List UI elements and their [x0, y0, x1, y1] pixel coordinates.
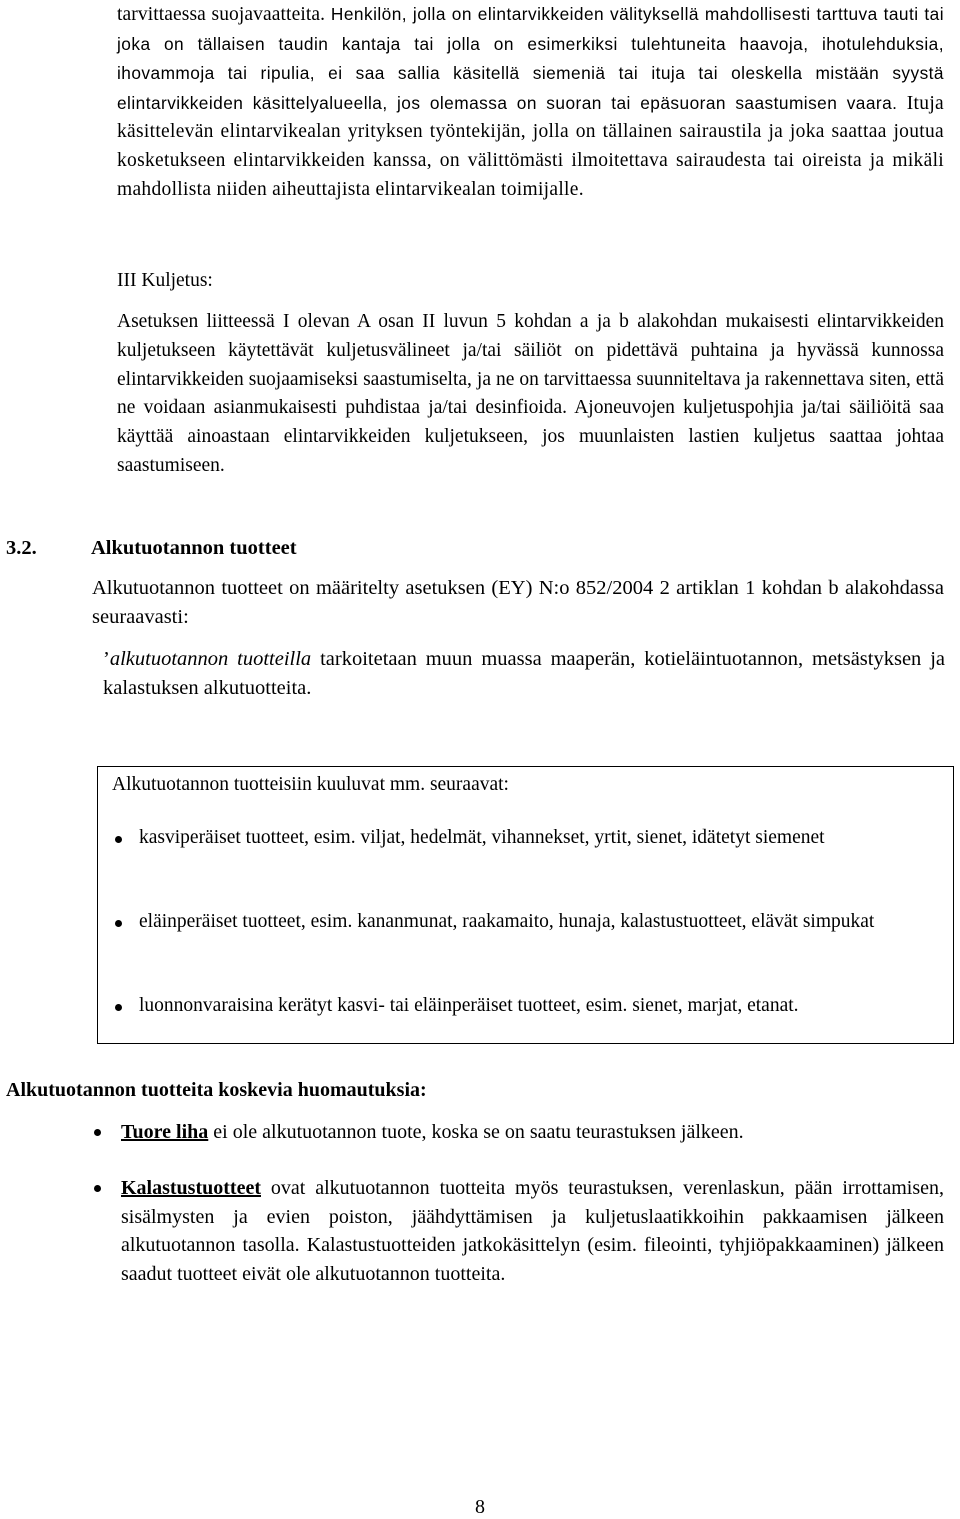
- list-item-text: eläinperäiset tuotteet, esim. kananmunat, raakamaito, hunaja, kalastustuotteet, elävät simpukat: [139, 911, 875, 932]
- bullet-icon: [115, 1004, 122, 1011]
- note-item: [121, 1174, 944, 1288]
- primary-products-box: [97, 766, 954, 1044]
- transport-paragraph: Asetuksen liitteessä I olevan A osan II luvun 5 kohdan a ja b alakohdan mukaisesti elintarvikkeiden kuljetukseen käytettävät kuljetusvälineet ja/tai säiliöt on pidettävä puhtaina ja hyvässä kunnossa elintarvikkeiden suojaamiseksi saastumiselta, ja ne on tarvittaessa suunniteltava ja rakennettava siten, että ne voidaan asianmukaisesti puhdistaa ja/tai desinfioida. Ajoneuvojen kuljetuspohjia ja/tai säiliöitä saa käyttää ainoastaan elintarvikkeiden kuljetukseen, jos muunlaisten lastien kuljetus saattaa johtaa saastumiseen.: [117, 311, 944, 476]
- quote-mark: ’: [103, 648, 110, 670]
- paragraph-illness-rule: Henkilön, jolla on elintarvikkeiden välityksellä mahdollisesti tarttuva tauti tai joka on tällaisen taudin kantaja tai jolla on esimerkiksi tulehtuneita haavoja, ihotulehduksia, ihovammoja tai ripulia, ei saa sallia käsitellä siemeniä tai ituja tai oleskella mistään syystä elintarvikkeiden käsittelyalueella, jos olemassa on suoran tai epäsuoran saastumisen vaara.: [117, 4, 944, 113]
- quote-term: alkutuotannon tuotteilla: [109, 648, 312, 670]
- section-number: 3.2.: [6, 537, 37, 559]
- paragraph-lead: tarvittaessa suojavaatteita.: [117, 4, 326, 25]
- bullet-icon: [94, 1129, 101, 1136]
- bullet-icon: [115, 920, 122, 927]
- transport-heading: III Kuljetus:: [117, 270, 213, 291]
- paragraph-hygiene: [117, 0, 944, 204]
- bullet-icon: [94, 1185, 101, 1192]
- note-term: Kalastustuotteet: [121, 1177, 261, 1199]
- definition-quote: [103, 645, 945, 702]
- page-number: 8: [475, 1496, 485, 1518]
- section-intro: Alkutuotannon tuotteet on määritelty asetuksen (EY) N:o 852/2004 2 artiklan 1 kohdan b alakohdassa seuraavasti:: [92, 577, 944, 628]
- note-term: Tuore liha: [121, 1121, 209, 1143]
- list-item-text: kasviperäiset tuotteet, esim. viljat, hedelmät, vihannekset, yrtit, sienet, idätetyt siemenet: [139, 827, 825, 848]
- note-text: ovat alkutuotannon tuotteita myös teurastuksen, verenlaskun, pään irrottamisen, sisälmysten ja evien poiston, jäähdyttämisen ja kuljetuslaatikkoihin pakkaamisen jälkeen alkutuotannon tasolla. Kalastustuotteiden jatkokäsittelyn (esim. fileointi, tyhjiöpakkaaminen) jälkeen saadut tuotteet eivät ole alkutuotannon tuotteita.: [121, 1177, 945, 1285]
- box-title: Alkutuotannon tuotteisiin kuuluvat mm. seuraavat:: [112, 774, 509, 795]
- bullet-icon: [115, 836, 122, 843]
- quote-rest: tarkoitetaan muun muassa maaperän, kotieläintuotannon, metsästyksen ja kalastuksen alkutuotteita.: [103, 648, 945, 699]
- note-text: ei ole alkutuotannon tuote, koska se on saatu teurastuksen jälkeen.: [213, 1121, 744, 1143]
- section-title: Alkutuotannon tuotteet: [91, 537, 297, 559]
- list-item-text: luonnonvaraisina kerätyt kasvi- tai eläinperäiset tuotteet, esim. sienet, marjat, etanat.: [139, 995, 799, 1016]
- note-item: [121, 1118, 944, 1147]
- section-heading: [6, 534, 297, 562]
- notes-heading: Alkutuotannon tuotteita koskevia huomautuksia:: [6, 1079, 427, 1101]
- paragraph-reporting-rule: Ituja käsittelevän elintarvikealan yrityksen työntekijän, jolla on tällainen sairaustila ja joka saattaa joutua kosketukseen elintarvikkeiden kanssa, on välittömästi ilmoitettava sairaudesta tai oireista ja mikäli mahdollista niiden aiheuttajista elintarvikealan toimijalle.: [117, 92, 944, 200]
